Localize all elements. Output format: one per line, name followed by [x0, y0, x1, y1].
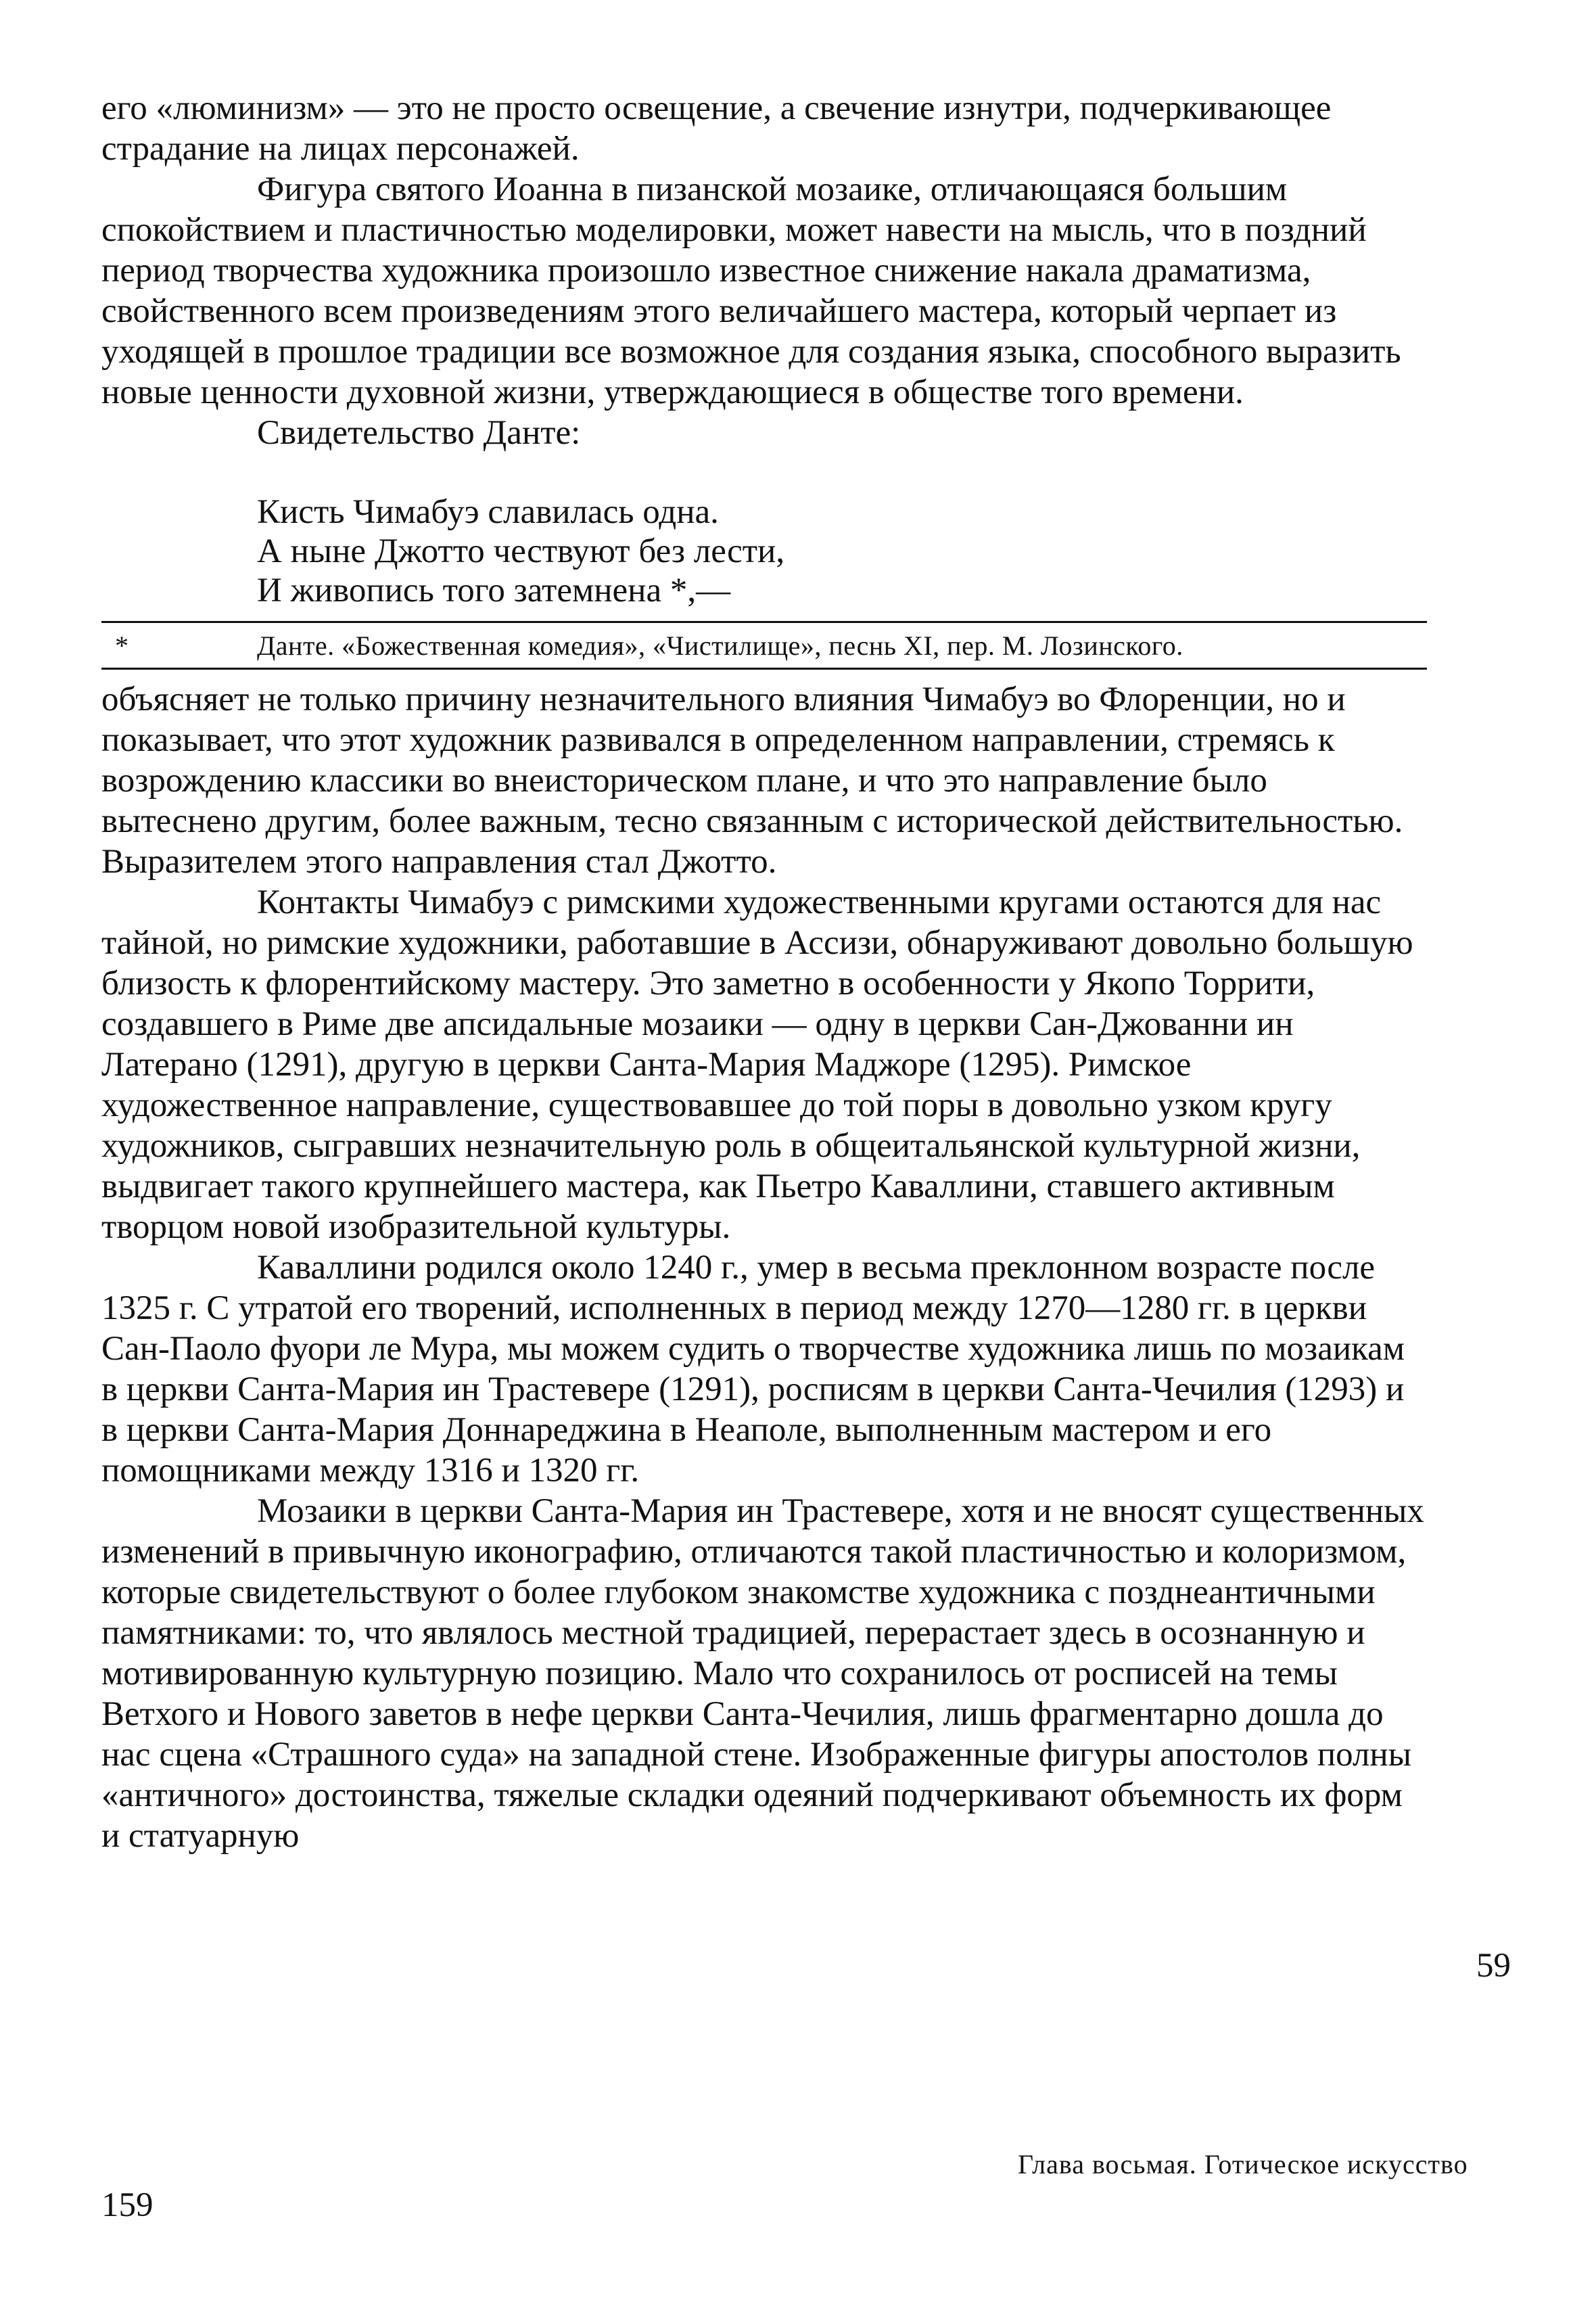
paragraph-6: Каваллини родился около 1240 г., умер в весьма преклонном возрасте после 1325 г. С утратой его творений, исполненных в период между 1270—1280 гг. в церкви Сан-Паоло фуори ле Мура, мы можем судить о творчестве художника лишь по мозаикам в церкви Санта-Мария ин Трастевере (1291), росписям в церкви Санта-Чечилия (1293) и в церкви Санта-Мария Доннареджина в Неаполе, выполненным мастером и его помощниками между 1316 и 1320 гг. [101, 1249, 1405, 1490]
verse-line-2: А ныне Джотто чествуют без лести, [257, 532, 785, 570]
paragraph-2: Фигура святого Иоанна в пизанской мозаике, отличающаяся большим спокойствием и пластичностью моделировки, может навести на мысль, что в поздний период творчества художника произошло известное снижение накала драматизма, свойственного всем произведениям этого величайшего мастера, который черпает из уходящей в прошлое традиции все возможное для создания языка, способного выразить новые ценности духовной жизни, утверждающиеся в обществе того времени. [101, 170, 1401, 411]
footnote-text: Данте. «Божественная комедия», «Чистилище», песнь XI, пер. М. Лозинского. [257, 630, 1183, 661]
margin-note-number: 59 [1476, 1947, 1511, 1985]
page-body [101, 88, 1427, 1856]
running-head: Глава восьмая. Готическое искусство [1018, 2149, 1468, 2179]
paragraph-7: Мозаики в церкви Санта-Мария ин Трастевере, хотя и не вносят существенных изменений в привычную иконографию, отличаются такой пластичностью и колоризмом, которые свидетельствуют о более глубоком знакомстве художника с позднеантичными памятниками: то, что являлось местной традицией, перерастает здесь в осознанную и мотивированную культурную позицию. Мало что сохранилось от росписей на темы Ветхого и Нового заветов в нефе церкви Санта-Чечилия, лишь фрагментарно дошла до нас сцена «Страшного суда» на западной стене. Изображенные фигуры апостолов полны «античного» достоинства, тяжелые складки одеяний подчеркивают объемность их форм и статуарную [101, 1492, 1424, 1855]
dante-verse [257, 492, 1427, 610]
paragraph-1: его «люминизм» — это не просто освещение, а свечение изнутри, подчеркивающее страдание на лицах персонажей. [101, 89, 1332, 168]
page-number: 159 [101, 2186, 154, 2224]
footnote-mark: * [115, 630, 128, 661]
verse-line-1: Кисть Чимабуэ славилась одна. [257, 493, 719, 531]
footnote [101, 621, 1427, 670]
paragraph-5: Контакты Чимабуэ с римскими художественными кругами остаются для нас тайной, но римские художники, работавшие в Ассизи, обнаруживают довольно большую близость к флорентийскому мастеру. Это заметно в особенности у Якопо Торрити, создавшего в Риме две апсидальные мозаики — одну в церкви Сан-Джованни ин Латерано (1291), другую в церкви Санта-Мария Маджоре (1295). Римское художественное направление, существовавшее до той поры в довольно узком кругу художников, сыгравших незначительную роль в общеитальянской культурной жизни, выдвигает такого крупнейшего мастера, как Пьетро Каваллини, ставшего активным творцом новой изобразительной культуры. [101, 883, 1413, 1246]
paragraph-4: объясняет не только причину незначительного влияния Чимабуэ во Флоренции, но и показывает, что этот художник развивался в определенном направлении, стремясь к возрождению классики во внеисторическом плане, и что это направление было вытеснено другим, более важным, тесно связанным с исторической действительностью. Выразителем этого направления стал Джотто. [101, 680, 1403, 881]
verse-line-3: И живопись того затемнена *,— [257, 572, 731, 609]
paragraph-3: Свидетельство Данте: [257, 414, 581, 452]
